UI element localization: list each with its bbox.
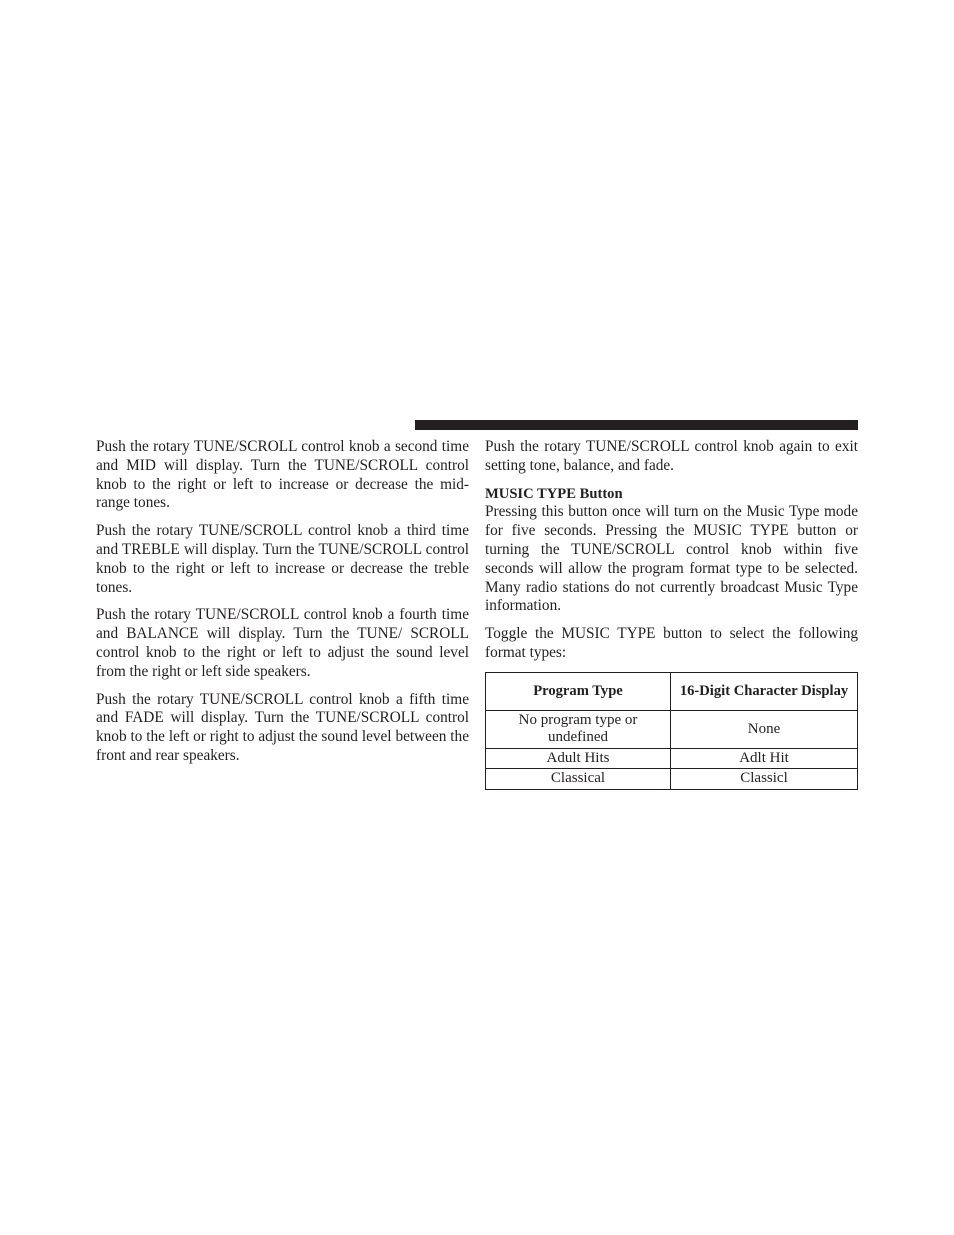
column-header-character-display: 16-Digit Character Display [671, 672, 858, 710]
table-row [486, 710, 858, 748]
table-cell: No program type or undefined [486, 710, 671, 748]
paragraph-treble: Push the rotary TUNE/SCROLL control knob a third time and TREBLE will display. Turn the TUNE/SCROLL control knob to the right or left to increase or decrease the treble tones. [96, 522, 469, 596]
paragraph-fade: Push the rotary TUNE/SCROLL control knob a fifth time and FADE will display. Turn the TUNE/SCROLL control knob to the left or right to adjust the sound level between the front and rear speakers. [96, 690, 469, 764]
paragraph-mid: Push the rotary TUNE/SCROLL control knob a second time and MID will display. Turn the TUNE/SCROLL control knob to the right or left to increase or decrease the mid-range tones. [96, 438, 469, 512]
table-header-row [486, 672, 858, 710]
section-header-bar [415, 420, 858, 430]
left-column [96, 438, 469, 775]
table-cell: Classicl [671, 769, 858, 790]
table-cell: Classical [486, 769, 671, 790]
table-cell: Adlt Hit [671, 748, 858, 769]
paragraph-balance: Push the rotary TUNE/SCROLL control knob a fourth time and BALANCE will display. Turn the TUNE/ SCROLL control knob to the right or left to adjust the sound level from the right or left side speakers. [96, 606, 469, 680]
table-cell: Adult Hits [486, 748, 671, 769]
column-header-program-type: Program Type [486, 672, 671, 710]
table-row [486, 748, 858, 769]
format-types-table [485, 672, 858, 790]
table-cell: None [671, 710, 858, 748]
music-type-heading: MUSIC TYPE Button [485, 485, 623, 502]
right-column [485, 438, 858, 790]
table-row [486, 769, 858, 790]
paragraph-exit: Push the rotary TUNE/SCROLL control knob again to exit setting tone, balance, and fade. [485, 438, 858, 474]
paragraph-toggle: Toggle the MUSIC TYPE button to select the following format types: [485, 625, 858, 661]
paragraph-music-type: Pressing this button once will turn on the Music Type mode for five seconds. Pressing the MUSIC TYPE button or turning the TUNE/SCROLL control knob within five seconds will allow the program format type to be selected. Many radio stations do not currently broadcast Music Type information. [485, 503, 858, 615]
